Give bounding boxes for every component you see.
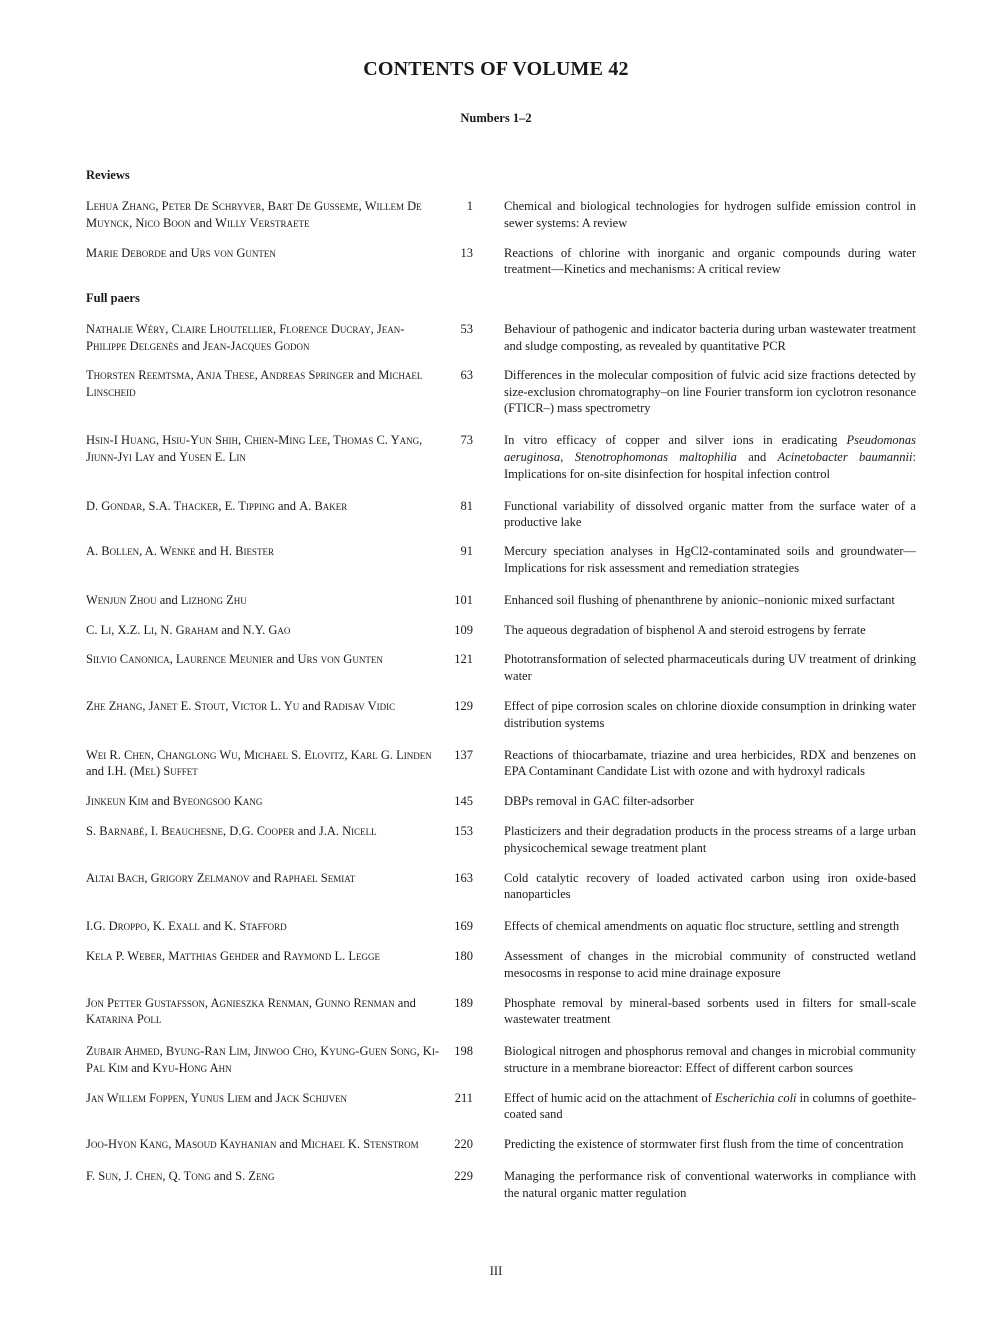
entry-title: Assessment of changes in the microbial community of constructed wetland mesocosms in response to acid mine drainage exposure bbox=[504, 948, 916, 980]
table-of-contents bbox=[86, 167, 916, 1215]
entry-page-number: 109 bbox=[454, 622, 473, 637]
toc-entry bbox=[86, 948, 916, 982]
entry-title: In vitro efficacy of copper and silver ions in eradicating Pseudomonas aeruginosa, Stenotrophomonas maltophilia and Acinetobacter baumannii: Implications for on-site disinfection for hospital infection control bbox=[504, 433, 916, 481]
entry-authors: Marie Deborde and Urs von Gunten bbox=[86, 245, 276, 260]
entry-title: Managing the performance risk of conventional waterworks in compliance with the natural organic matter regulation bbox=[504, 1169, 916, 1200]
toc-entry bbox=[86, 747, 916, 781]
entry-authors: Zhe Zhang, Janet E. Stout, Victor L. Yu and Radisav Vidic bbox=[86, 698, 396, 713]
toc-entry bbox=[86, 651, 916, 685]
issue-numbers: Numbers 1–2 bbox=[460, 111, 532, 125]
toc-entry bbox=[86, 995, 916, 1029]
toc-entry bbox=[86, 321, 916, 355]
entry-page-number: 63 bbox=[460, 367, 473, 382]
entry-title: Differences in the molecular composition of fulvic acid size fractions detected by size-exclusion chromatography–on line Fourier transform ion cyclotron resonance (FTICR–) mass spectrometry bbox=[504, 367, 916, 416]
entry-page-number: 163 bbox=[454, 870, 473, 885]
entry-authors: Silvio Canonica, Laurence Meunier and Urs von Gunten bbox=[86, 652, 383, 667]
entry-authors: F. Sun, J. Chen, Q. Tong and S. Zeng bbox=[86, 1169, 275, 1184]
toc-entry bbox=[86, 198, 916, 232]
toc-entry bbox=[86, 793, 916, 810]
entry-page-number: 53 bbox=[460, 322, 473, 337]
entry-page-number: 1 bbox=[466, 199, 473, 213]
entry-title: Predicting the existence of stormwater first flush from the time of concentration bbox=[504, 1137, 904, 1152]
section-heading: Full paers bbox=[86, 291, 140, 306]
entry-page-number: 81 bbox=[460, 498, 473, 513]
entry-title: Effect of humic acid on the attachment of Escherichia coli in columns of goethite-coated sand bbox=[504, 1090, 916, 1122]
entry-title: The aqueous degradation of bisphenol A and steroid estrogens by ferrate bbox=[504, 622, 866, 637]
section-heading: Reviews bbox=[86, 168, 130, 182]
entry-authors: Thorsten Reemtsma, Anja These, Andreas Springer and Michael Linscheid bbox=[86, 367, 423, 399]
entry-page-number: 121 bbox=[454, 652, 473, 667]
entry-page-number: 180 bbox=[454, 948, 473, 963]
toc-entry bbox=[86, 870, 916, 904]
entry-authors: Wei R. Chen, Changlong Wu, Michael S. Elovitz, Karl G. Linden and I.H. (Mel) Suffet bbox=[86, 747, 432, 779]
entry-authors: D. Gondar, S.A. Thacker, E. Tipping and A. Baker bbox=[86, 498, 348, 513]
entry-page-number: 211 bbox=[454, 1090, 473, 1105]
entry-page-number: 153 bbox=[454, 823, 473, 838]
toc-entry bbox=[86, 823, 916, 857]
toc-entry bbox=[86, 698, 916, 732]
entry-title: Phototransformation of selected pharmaceuticals during UV treatment of drinking water bbox=[504, 652, 916, 684]
entry-page-number: 220 bbox=[454, 1137, 473, 1152]
entry-page-number: 101 bbox=[454, 592, 473, 607]
entry-title: Functional variability of dissolved organic matter from the surface water of a productive lake bbox=[504, 498, 916, 530]
toc-entry bbox=[86, 432, 916, 482]
entry-authors: Joo-Hyon Kang, Masoud Kayhanian and Michael K. Stenstrom bbox=[86, 1137, 419, 1152]
entry-page-number: 13 bbox=[460, 245, 473, 260]
entry-authors: S. Barnabé, I. Beauchesne, D.G. Cooper and J.A. Nicell bbox=[86, 823, 377, 838]
entry-page-number: 137 bbox=[454, 747, 473, 762]
entry-page-number: 229 bbox=[454, 1169, 473, 1184]
entry-title: Cold catalytic recovery of loaded activated carbon using iron oxide-based nanoparticles bbox=[504, 870, 916, 902]
entry-page-number: 145 bbox=[454, 794, 473, 809]
entry-title: Reactions of thiocarbamate, triazine and urea herbicides, RDX and benzenes on EPA Contaminant Candidate List with ozone and with hydroxyl radicals bbox=[504, 747, 916, 779]
toc-entry bbox=[86, 1043, 916, 1077]
toc-entry bbox=[86, 367, 916, 417]
entry-authors: Wenjun Zhou and Lizhong Zhu bbox=[86, 592, 247, 607]
entry-page-number: 91 bbox=[460, 544, 473, 559]
entry-authors: Zubair Ahmed, Byung-Ran Lim, Jinwoo Cho, Kyung-Guen Song, Ki-Pal Kim and Kyu-Hong Ahn bbox=[86, 1044, 439, 1075]
entry-authors: Altai Bach, Grigory Zelmanov and Raphael Semiat bbox=[86, 870, 356, 885]
entry-title: Behaviour of pathogenic and indicator bacteria during urban wastewater treatment and sludge composting, as revealed by quantitative PCR bbox=[504, 322, 916, 353]
entry-authors: Jinkeun Kim and Byeongsoo Kang bbox=[86, 794, 263, 809]
entry-authors: Nathalie Wéry, Claire Lhoutellier, Florence Ducray, Jean-Philippe Delgenès and Jean-Jacques Godon bbox=[86, 322, 405, 353]
entry-page-number: 198 bbox=[454, 1044, 473, 1059]
toc-entry bbox=[86, 918, 916, 935]
entry-authors: C. Li, X.Z. Li, N. Graham and N.Y. Gao bbox=[86, 622, 291, 637]
entry-authors: A. Bollen, A. Wenke and H. Biester bbox=[86, 544, 274, 559]
toc-entry bbox=[86, 498, 916, 532]
toc-entry bbox=[86, 1136, 916, 1153]
toc-entry bbox=[86, 245, 916, 279]
entry-authors: Hsin-I Huang, Hsiu-Yun Shih, Chien-Ming Lee, Thomas C. Yang, Jiunn-Jyi Lay and Yusen E. Lin bbox=[86, 433, 423, 464]
page-number: III bbox=[489, 1264, 503, 1278]
entry-authors: Jon Petter Gustafsson, Agnieszka Renman, Gunno Renman and Katarina Poll bbox=[86, 995, 416, 1027]
entry-title: Enhanced soil flushing of phenanthrene by anionic–nonionic mixed surfactant bbox=[504, 592, 895, 607]
toc-entry bbox=[86, 622, 916, 639]
entry-authors: Lehua Zhang, Peter De Schryver, Bart De Gusseme, Willem De Muynck, Nico Boon and Willy Verstraete bbox=[86, 199, 422, 230]
toc-entry bbox=[86, 1168, 916, 1202]
toc-entry bbox=[86, 543, 916, 577]
entry-authors: Kela P. Weber, Matthias Gehder and Raymond L. Legge bbox=[86, 948, 381, 963]
entry-title: Reactions of chlorine with inorganic and organic compounds during water treatment—Kinetics and mechanisms: A critical review bbox=[504, 245, 916, 277]
entry-page-number: 169 bbox=[454, 919, 473, 934]
entry-page-number: 73 bbox=[460, 433, 473, 448]
entry-title: Chemical and biological technologies for hydrogen sulfide emission control in sewer systems: A review bbox=[504, 199, 916, 230]
toc-entry bbox=[86, 592, 916, 609]
entry-page-number: 129 bbox=[454, 698, 473, 713]
toc-entry bbox=[86, 1090, 916, 1124]
entry-title: Phosphate removal by mineral-based sorbents used in filters for small-scale wastewater treatment bbox=[504, 995, 916, 1027]
entry-authors: I.G. Droppo, K. Exall and K. Stafford bbox=[86, 919, 287, 934]
entry-page-number: 189 bbox=[454, 995, 473, 1010]
entry-title: DBPs removal in GAC filter-adsorber bbox=[504, 794, 694, 809]
entry-title: Mercury speciation analyses in HgCl2-contaminated soils and groundwater—Implications for risk assessment and remediation strategies bbox=[504, 544, 916, 575]
page-title: CONTENTS OF VOLUME 42 bbox=[363, 58, 629, 80]
entry-title: Plasticizers and their degradation products in the process streams of a large urban physicochemical sewage treatment plant bbox=[504, 823, 916, 855]
entry-title: Effect of pipe corrosion scales on chlorine dioxide consumption in drinking water distribution systems bbox=[504, 698, 916, 730]
entry-title: Biological nitrogen and phosphorus removal and changes in microbial community structure in a membrane bioreactor: Effect of different carbon sources bbox=[504, 1044, 916, 1075]
entry-title: Effects of chemical amendments on aquatic floc structure, settling and strength bbox=[504, 919, 900, 934]
entry-authors: Jan Willem Foppen, Yunus Liem and Jack Schijven bbox=[86, 1090, 347, 1105]
